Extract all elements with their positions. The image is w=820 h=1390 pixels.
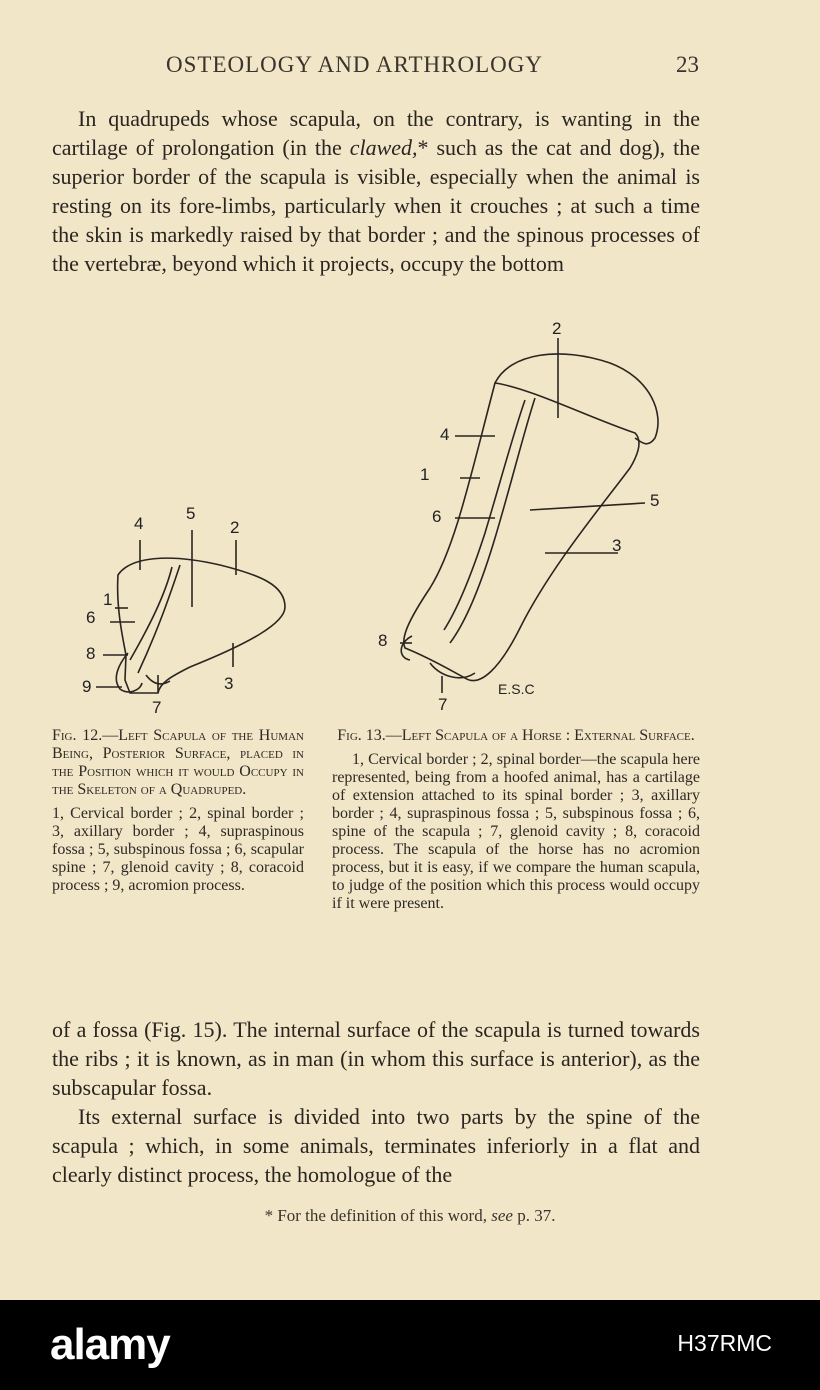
fig12-label-5: 5: [186, 504, 196, 523]
paragraph-1-italic: clawed,: [349, 135, 418, 160]
watermark-bar: [0, 1300, 820, 1390]
fig12-label-7: 7: [152, 698, 162, 717]
fig12-label-9: 9: [82, 677, 92, 696]
figure-13-drawing: [360, 318, 680, 718]
fig13-label-3: 3: [612, 536, 622, 555]
fig13-cartilage: [495, 354, 658, 444]
fig13-artist-signature: E.S.C: [498, 681, 535, 697]
watermark-image-id: H37RMC: [677, 1330, 772, 1356]
fig13-label-7: 7: [438, 695, 448, 714]
footnote-italic: see: [491, 1206, 513, 1225]
running-head-title: OSTEOLOGY AND ARTHROLOGY: [166, 52, 543, 77]
fig12-spine-inner: [130, 567, 172, 660]
paragraph-3: Its external surface is divided into two parts by the spine of the scapula ; which, in some animals, terminates inferiorly in a flat and clearly distinct process, the homologue of the: [52, 1104, 700, 1187]
footnote-text-b: p. 37.: [512, 1206, 556, 1225]
fig12-label-4: 4: [134, 514, 144, 533]
fig13-label-8: 8: [378, 631, 388, 650]
fig12-label-1: 1: [103, 590, 113, 609]
figure-12-caption-head: [52, 727, 304, 799]
figure-12-caption-title: —Left Scapula of the Human Being, Posterior Surface, placed in the Position which it would Occupy in the Skeleton of a Quadruped.: [52, 727, 304, 798]
fig13-label-5: 5: [650, 491, 660, 510]
fig13-label-2: 2: [552, 319, 562, 338]
figure-13-caption: [332, 727, 700, 913]
paragraph-1-text-b: * such as the cat and dog), the superior border of the scapula is visible, especially when the animal is resting on its fore-limbs, particularly when it crouches ; at such a time the skin is markedly raised by that border ; and the spinous processes of the vertebræ, beyond which it projects, occupy the bottom: [52, 135, 700, 276]
fig13-label-6: 6: [432, 507, 442, 526]
figure-13-caption-head: [332, 727, 700, 745]
running-head: [0, 52, 820, 82]
fig12-label-2: 2: [230, 518, 240, 537]
page-number: 23: [676, 52, 699, 77]
figure-13-legend: 1, Cervical border ; 2, spinal border—the scapula here represented, being from a hoofed animal, has a cartilage of extension attached to its spinal border ; 3, axillary border ; 4, supraspinous fossa ; 5, subspinous fossa ; 6, spine of the scapula ; 7, glenoid cavity ; 8, coracoid process. The scapula of the horse has no acromion process, but it is easy, if we compare the human scapula, to judge of the position which this process would occupy if it were present.: [332, 751, 700, 912]
fig12-label-8: 8: [86, 644, 96, 663]
paragraph-1: [52, 104, 700, 278]
watermark-brand-logo: alamy: [50, 1320, 170, 1369]
figure-12-legend: 1, Cervical border ; 2, spinal border ; 3, axillary border ; 4, supraspinous fossa ; 5, subspinous fossa ; 6, scapular spine ; 7, glenoid cavity ; 8, coracoid process ; 9, acromion process.: [52, 805, 304, 894]
figure-12-drawing: [70, 495, 310, 720]
paragraph-2: of a fossa (Fig. 15). The internal surface of the scapula is turned towards the ribs ; it is known, as in man (in whom this surface is anterior), as the subscapular fossa.: [52, 1017, 700, 1100]
footnote-text-a: * For the definition of this word,: [264, 1206, 492, 1225]
figure-13-caption-number: Fig. 13.: [337, 727, 386, 744]
figure-12-caption: [52, 727, 304, 895]
fig12-outline: [118, 558, 285, 693]
fig13-outline: [404, 383, 639, 681]
footnote: [0, 1206, 820, 1226]
fig12-label-6: 6: [86, 608, 96, 627]
fig12-label-3: 3: [224, 674, 234, 693]
figure-12-caption-number: Fig. 12.: [52, 727, 103, 744]
fig12-spine: [138, 565, 180, 673]
fig13-spine-inner: [444, 400, 525, 630]
fig13-label-1: 1: [420, 465, 430, 484]
fig13-spine: [450, 398, 535, 643]
figure-13-caption-title: —Left Scapula of a Horse : External Surface.: [385, 727, 695, 744]
fig13-label-4: 4: [440, 425, 450, 444]
paragraph-1-text-a: In quadrupeds whose scapula, on the contrary, is wanting in the cartilage of prolongation (in the: [52, 106, 700, 160]
